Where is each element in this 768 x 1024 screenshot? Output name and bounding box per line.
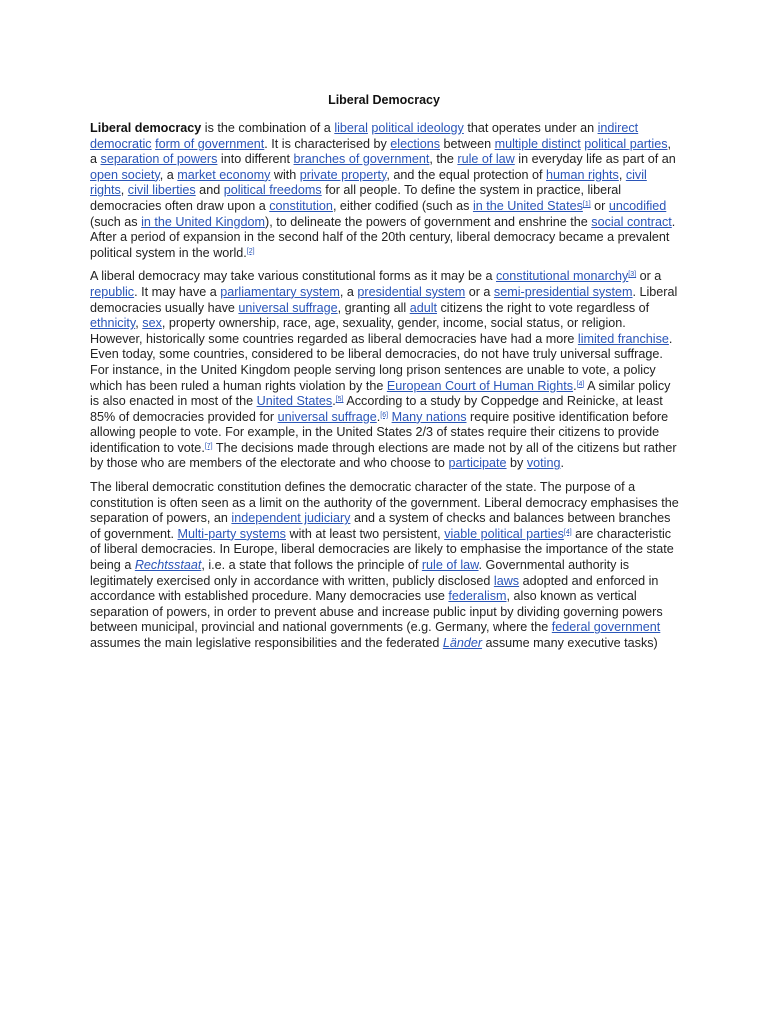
wiki-link[interactable]: Many nations bbox=[391, 409, 467, 424]
wiki-link[interactable]: political freedoms bbox=[223, 183, 322, 198]
document-title: Liberal Democracy bbox=[328, 93, 440, 107]
wiki-link[interactable]: federal government bbox=[551, 620, 661, 635]
wiki-link[interactable]: in the United States bbox=[472, 198, 583, 213]
wiki-link[interactable]: sex bbox=[142, 316, 162, 331]
paragraph: The liberal democratic constitution defines the democratic character of the state. The purpose of a constitution is often seen as a limit on the authority of the government. Liberal democracy emphasises the separation of powers, an independent judiciary and a system of checks and balances between branches of government. Multi-party systems with at least two persistent, viable political parties[4] are characteristic of liberal democracies. In Europe, liberal democracies are likely to emphasise the importance of the state being a Rechtsstaat, i.e. a state that follows the principle of rule of law. Governmental authority is legitimately exercised only in accordance with written, publicly disclosed laws adopted and enforced in accordance with established procedure. Many democracies use federalism, also known as vertical separation of powers, in order to prevent abuse and increase public input by dividing governing powers between municipal, provincial and national governments (e.g. Germany, where the federal government assumes the main legislative responsibilities and the federated Länder assume many executive tasks) bbox=[90, 480, 679, 650]
wiki-link[interactable]: elections bbox=[390, 136, 441, 151]
wiki-link[interactable]: form of government bbox=[155, 136, 265, 151]
wiki-link[interactable]: participate bbox=[448, 456, 507, 471]
wiki-link[interactable]: indirect democratic bbox=[90, 121, 639, 151]
wiki-link[interactable]: laws bbox=[493, 573, 520, 588]
wiki-link[interactable]: separation of powers bbox=[100, 152, 218, 167]
wiki-link[interactable]: rule of law bbox=[457, 152, 515, 167]
wiki-link[interactable]: political parties bbox=[584, 136, 668, 151]
wiki-link[interactable]: ethnicity bbox=[90, 316, 136, 331]
wiki-link[interactable]: branches of government bbox=[293, 152, 430, 167]
wiki-link[interactable]: open society bbox=[90, 167, 160, 182]
wiki-link[interactable]: political ideology bbox=[371, 121, 464, 135]
wiki-link[interactable]: United States bbox=[256, 394, 333, 409]
wiki-link[interactable]: liberal bbox=[334, 121, 368, 135]
wiki-link[interactable]: private property bbox=[299, 167, 387, 182]
wiki-link[interactable]: constitution bbox=[269, 198, 333, 213]
wiki-link[interactable]: social contract bbox=[591, 214, 672, 229]
wiki-link[interactable]: multiple distinct bbox=[494, 136, 581, 151]
wiki-link[interactable]: Länder bbox=[442, 636, 483, 650]
wiki-link[interactable]: Rechtsstaat bbox=[134, 558, 202, 573]
citation-link[interactable]: [1] bbox=[582, 200, 591, 208]
citation-link[interactable]: [4] bbox=[563, 528, 572, 536]
wiki-link[interactable]: federalism bbox=[448, 589, 507, 604]
wiki-link[interactable]: civil liberties bbox=[127, 183, 196, 198]
citation-link[interactable]: [7] bbox=[204, 442, 213, 450]
citation-link[interactable]: [3] bbox=[628, 271, 637, 279]
paragraph: A liberal democracy may take various constitutional forms as it may be a constitutional monarchy[3] or a republic. It may have a parliamentary system, a presidential system or a semi-presidential system. Liberal democracies usually have universal suffrage, granting all adult citizens the right to vote regardless of ethnicity, sex, property ownership, race, age, sexuality, gender, income, social status, or religion. However, historically some countries regarded as liberal democracies have had a more limited franchise. Even today, some countries, considered to be liberal democracies, do not have truly universal suffrage. For instance, in the United Kingdom people serving long prison sentences are unable to vote, a policy which has been ruled a human rights violation by the European Court of Human Rights.[4] A similar policy is also enacted in most of the United States.[5] According to a study by Coppedge and Reinicke, at least 85% of democracies provided for universal suffrage.[6] Many nations require positive identification before allowing people to vote. For example, in the United States 2/3 of states require their citizens to provide identification to vote.[7] The decisions made through elections are made not by all of the citizens but rather by those who are members of the electorate and who choose to participate by voting. bbox=[90, 269, 678, 471]
wiki-link[interactable]: European Court of Human Rights bbox=[386, 378, 574, 393]
wiki-link[interactable]: rule of law bbox=[421, 558, 479, 573]
wiki-link[interactable]: universal suffrage bbox=[277, 409, 377, 424]
citation-link[interactable]: [4] bbox=[576, 380, 585, 388]
wiki-link[interactable]: parliamentary system bbox=[220, 284, 340, 299]
wiki-link[interactable]: adult bbox=[409, 300, 438, 315]
wiki-link[interactable]: republic bbox=[90, 284, 135, 299]
wiki-link[interactable]: limited franchise bbox=[577, 331, 669, 346]
citation-link[interactable]: [6] bbox=[380, 411, 389, 419]
wiki-link[interactable]: presidential system bbox=[357, 284, 466, 299]
citation-link[interactable]: [5] bbox=[335, 396, 344, 404]
wiki-link[interactable]: semi-presidential system bbox=[493, 284, 633, 299]
wiki-link[interactable]: Multi-party systems bbox=[177, 526, 286, 541]
wiki-link[interactable]: civil rights bbox=[90, 167, 647, 198]
wiki-link[interactable]: viable political parties bbox=[444, 526, 564, 541]
wiki-link[interactable]: voting bbox=[526, 456, 561, 471]
wiki-link[interactable]: in the United Kingdom bbox=[141, 214, 266, 229]
wiki-link[interactable]: constitutional monarchy bbox=[495, 269, 629, 284]
citation-link[interactable]: [2] bbox=[246, 247, 255, 255]
wiki-link[interactable]: universal suffrage bbox=[238, 300, 338, 315]
wiki-link[interactable]: human rights bbox=[546, 167, 619, 182]
document-body bbox=[90, 121, 680, 660]
wiki-link[interactable]: independent judiciary bbox=[231, 511, 351, 526]
bold-term: Liberal democracy bbox=[90, 121, 202, 135]
wiki-link[interactable]: uncodified bbox=[608, 198, 667, 213]
paragraph: Liberal democracy is the combination of a liberal political ideology that operates under an indirect democratic form of government. It is characterised by elections between multiple distinct political parties, a separation of powers into different branches of government, the rule of law in everyday life as part of an open society, a market economy with private property, and the equal protection of human rights, civil rights, civil liberties and political freedoms for all people. To define the system in practice, liberal democracies often draw upon a constitution, either codified (such as in the United States[1] or uncodified (such as in the United Kingdom), to delineate the powers of government and enshrine the social contract. After a period of expansion in the second half of the 20th century, liberal democracy became a prevalent political system in the world.[2] bbox=[90, 121, 676, 260]
wiki-link[interactable]: market economy bbox=[177, 167, 271, 182]
